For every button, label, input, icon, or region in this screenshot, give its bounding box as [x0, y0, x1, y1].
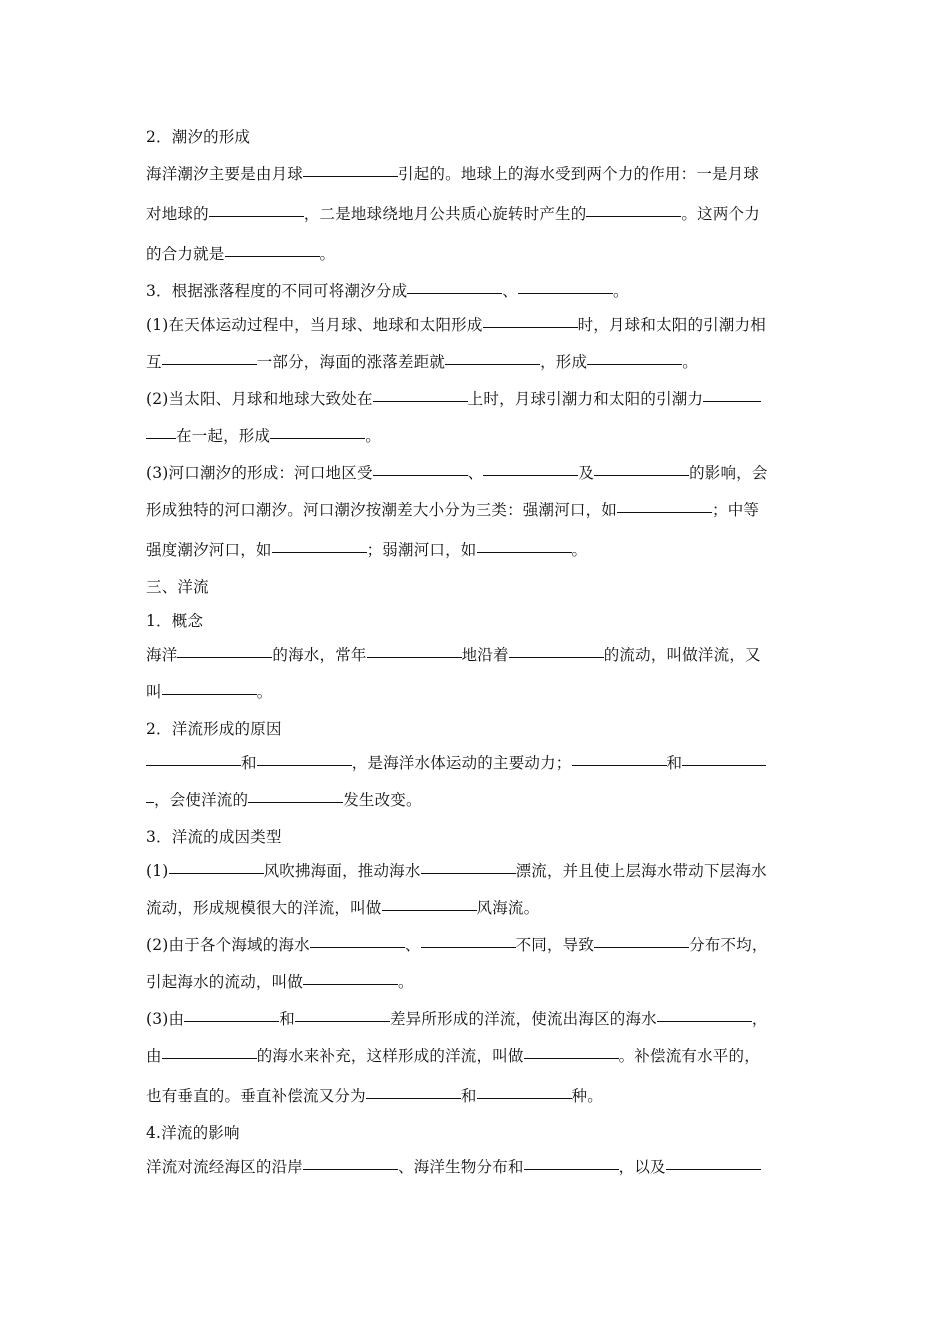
paragraph-q1-line-2: 互 一部分，海面的涨落差距就 ，形成 。: [146, 353, 698, 371]
paragraph-q3-line-2: 形成独特的河口潮汐。河口潮汐按潮差大小分为三类：强潮河口，如 ；中等: [146, 501, 760, 519]
paragraph-q2-line-1: (2)当太阳、月球和地球大致处在 上时，月球引潮力和太阳的引潮力: [146, 390, 704, 408]
paragraph-tide-line-1: 海洋潮汐主要是由月球 引起的。地球上的海水受到两个力的作用：一是月球: [146, 165, 760, 183]
paragraph-tide-line-2: 对地球的 ，二是地球绕地月公共质心旋转时产生的 。这两个力: [146, 205, 760, 223]
heading-tide-formation: 2．潮汐的形成: [146, 128, 251, 146]
paragraph-type2-line-2: 引起海水的流动，叫做 。: [146, 973, 414, 991]
paragraph-concept-line-1: 海洋 的海水，常年 地沿着 的流动，叫做洋流，又: [146, 646, 761, 664]
paragraph-type3-line-1: (3)由 和 差异所形成的洋流，使流出海区的海水 ，: [146, 1010, 768, 1028]
paragraph-q2-line-2: 在一起，形成 。: [176, 427, 381, 445]
paragraph-type2-line-1: (2)由于各个海域的海水 、 不同，导致 分布不均，: [146, 936, 768, 954]
paragraph-q1-line-1: (1)在天体运动过程中，当月球、地球和太阳形成 时，月球和太阳的引潮力相: [146, 316, 766, 334]
paragraph-type3-line-2: 由 的海水来补充，这样形成的洋流，叫做 。补偿流有水平的，: [146, 1047, 760, 1065]
paragraph-type1-line-2: 流动，形成规模很大的洋流，叫做 风海流。: [146, 899, 540, 917]
heading-ocean-currents: 三、洋流: [146, 578, 209, 596]
heading-current-causes: 2．洋流形成的原因: [146, 720, 282, 738]
paragraph-type1-line-1: (1) 风吹拂海面，推动海水 漂流，并且使上层海水带动下层海水: [146, 862, 767, 880]
heading-concept: 1．概念: [146, 612, 204, 630]
paragraph-q3-line-3: 强度潮汐河口，如 ；弱潮河口，如 。: [146, 541, 588, 559]
paragraph-tide-line-3: 的合力就是 。: [146, 245, 336, 263]
paragraph-tide-classification: 3．根据涨落程度的不同可将潮汐分成 、 。: [146, 282, 629, 300]
paragraph-cause-line-1: 和 ，是海洋水体运动的主要动力； 和: [241, 754, 683, 772]
worksheet-body: [146, 120, 808, 1184]
paragraph-effect-line-1: 洋流对流经海区的沿岸 、海洋生物分布和 ，以及: [146, 1158, 666, 1176]
paragraph-type3-line-3: 也有垂直的。垂直补偿流又分为 和 种。: [146, 1087, 603, 1105]
heading-current-effects: 4.洋流的影响: [146, 1124, 240, 1142]
paragraph-q3-line-1: (3)河口潮汐的形成：河口地区受 、 及 的影响，会: [146, 464, 768, 482]
paragraph-concept-line-2: 叫 。: [146, 683, 273, 701]
paragraph-cause-line-2: ，会使洋流的 发生改变。: [154, 791, 422, 809]
heading-current-types: 3．洋流的成因类型: [146, 828, 282, 846]
